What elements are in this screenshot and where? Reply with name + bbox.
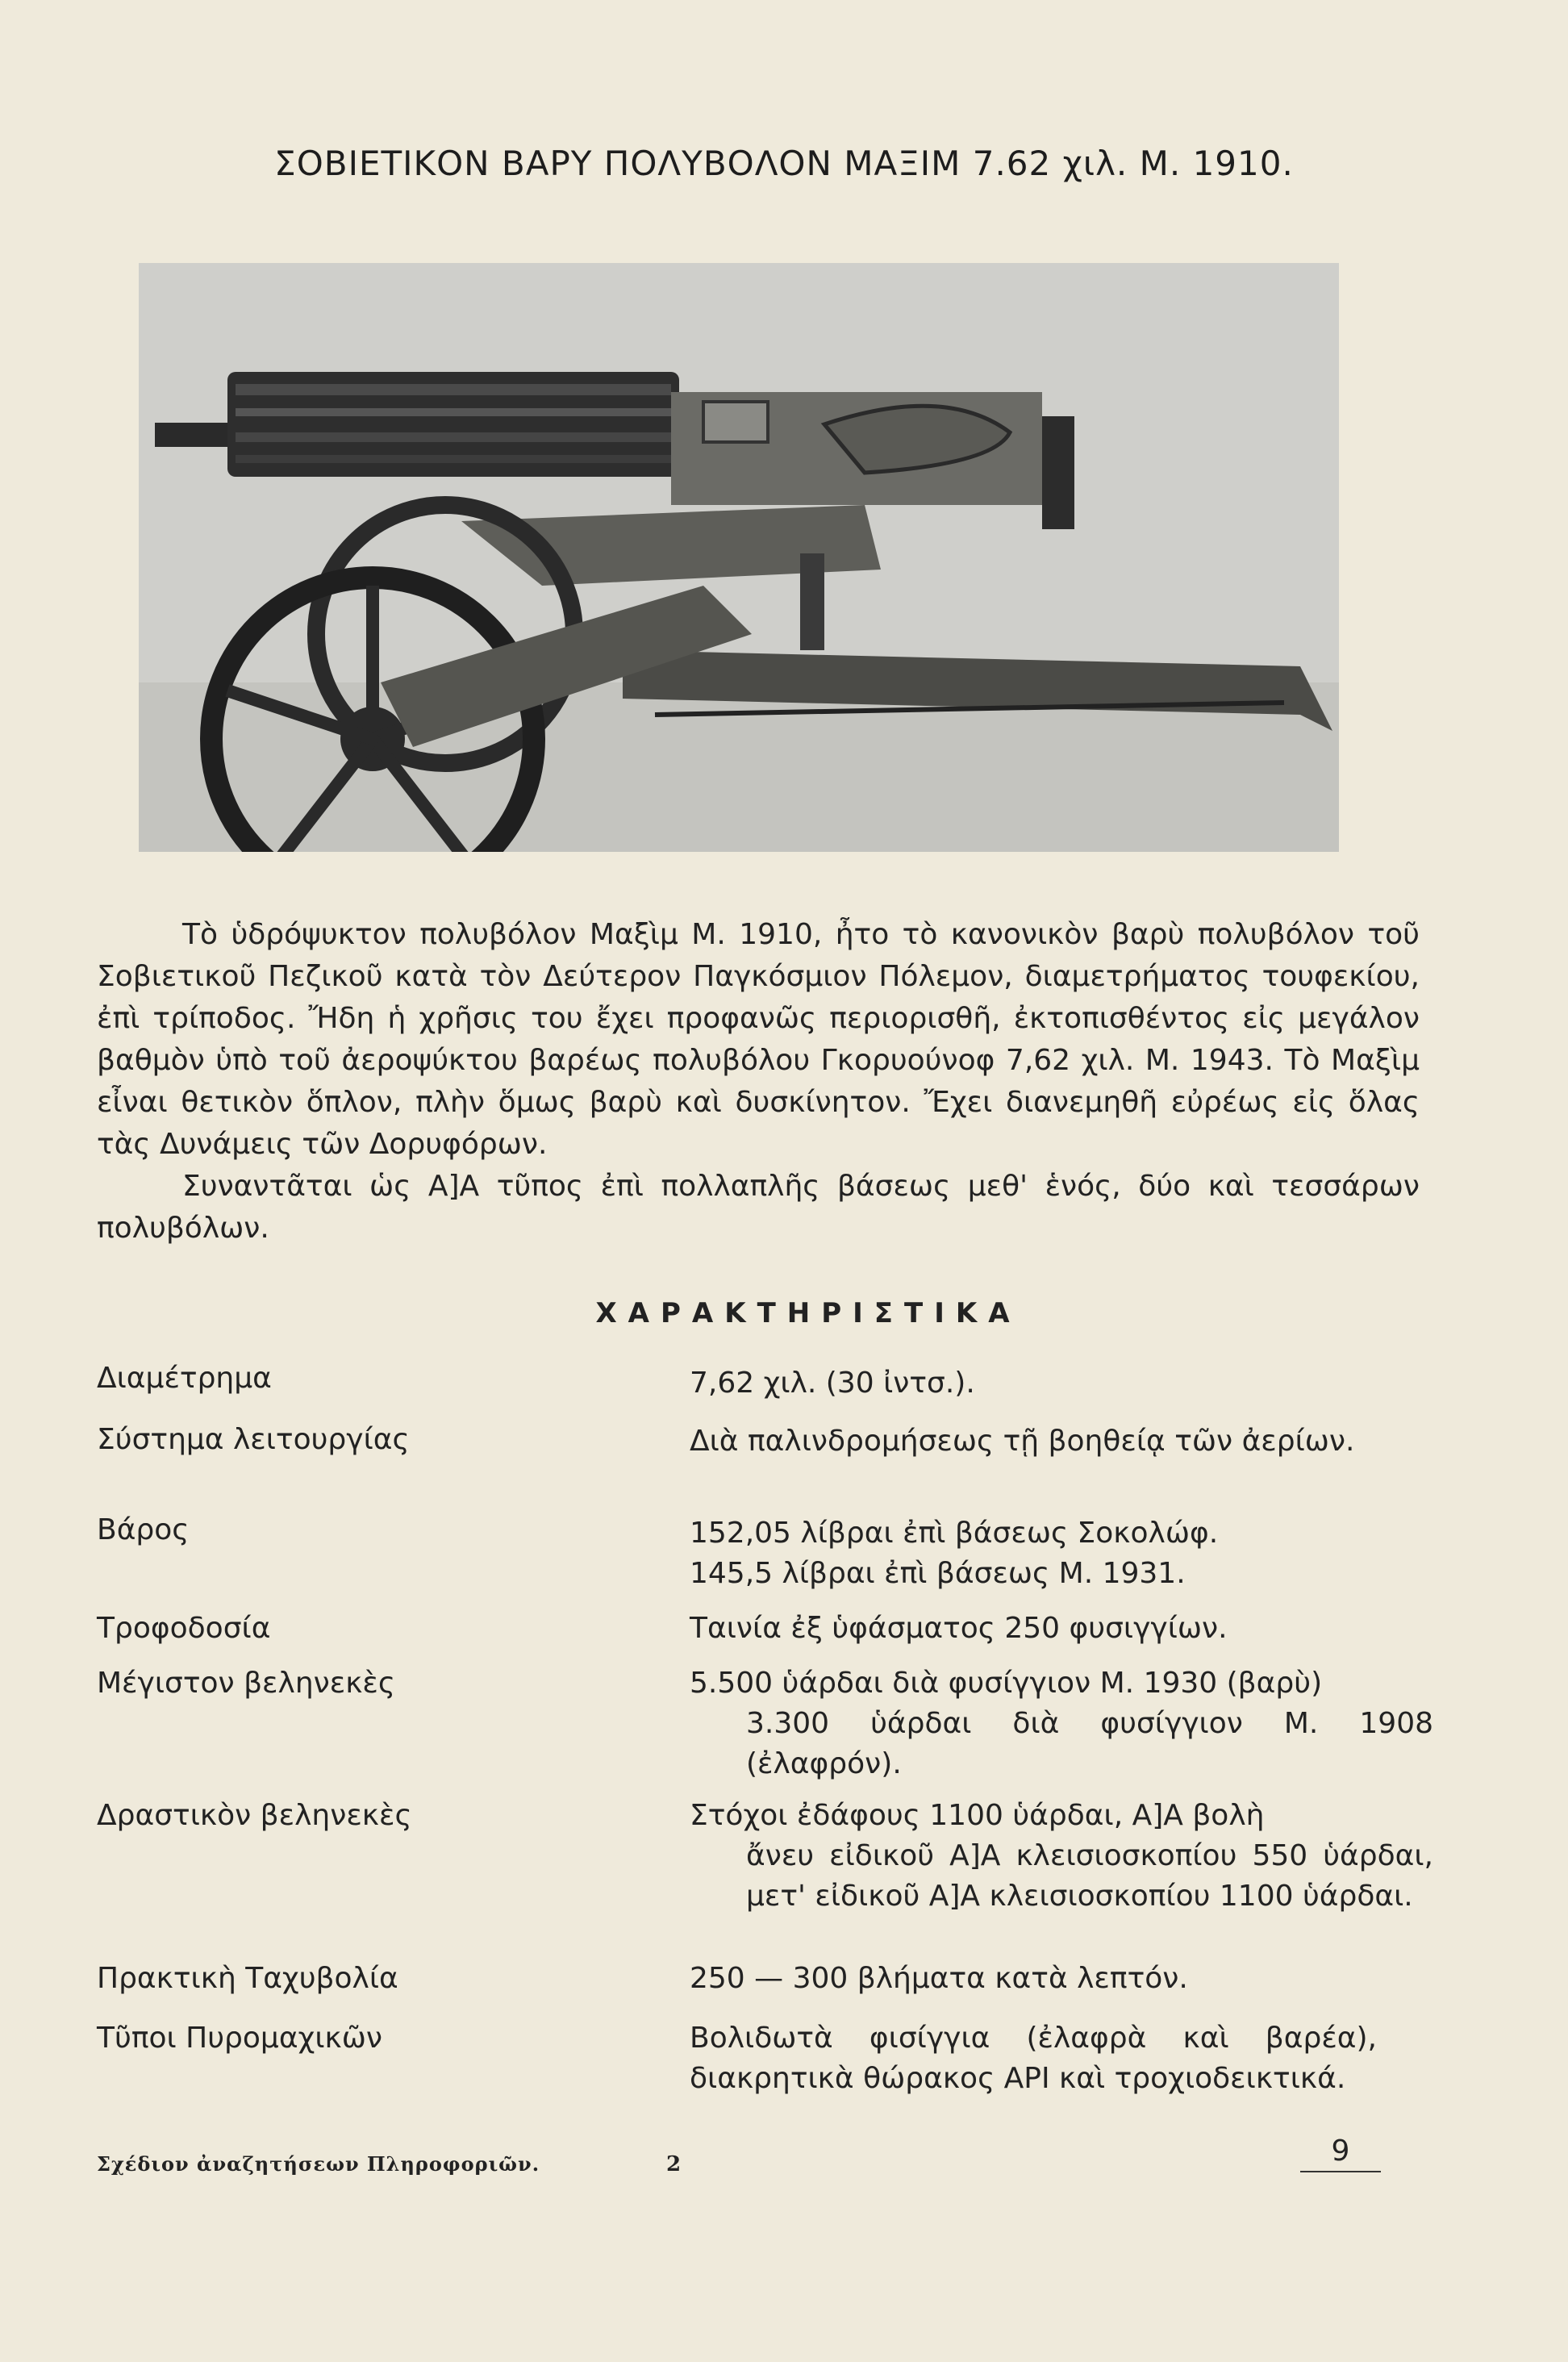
spec-value-feed: Ταινία ἐξ ὑφάσματος 250 φυσιγγίων. bbox=[690, 1612, 1228, 1645]
spec-value-operation: Διὰ παλινδρομήσεως τῇ βοηθείᾳ τῶν ἀερίων. bbox=[690, 1425, 1355, 1458]
intro-text bbox=[97, 914, 1420, 1250]
spec-value-effective-range-2: ἄνευ εἰδικοῦ Α]Α κλεισιοσκοπίου 550 ὑάρδαι, μετ' εἰδικοῦ Α]Α κλεισιοσκοπίου 1100 ὑάρδαι. bbox=[746, 1839, 1433, 1913]
spec-value-caliber: 7,62 χιλ. (30 ἰντσ.). bbox=[690, 1367, 975, 1400]
spec-value-weight-1: 152,05 λίβραι ἐπὶ βάσεως Σοκολώφ. bbox=[690, 1517, 1219, 1550]
intro-paragraph-2: Συναντᾶται ὡς Α]Α τῦπος ἐπὶ πολλαπλῆς βάσεως μεθ' ἑνός, δύο καὶ τεσσάρων πολυβόλων. bbox=[97, 1170, 1420, 1245]
spec-label-feed: Τροφοδοσία bbox=[97, 1612, 271, 1645]
spec-value-weight-2: 145,5 λίβραι ἐπὶ βάσεως Μ. 1931. bbox=[690, 1557, 1186, 1590]
spec-label-effective-range: Δραστικὸν βεληνεκὲς bbox=[97, 1799, 412, 1832]
spec-label-rate-of-fire: Πρακτικὴ Ταχυβολία bbox=[97, 1962, 398, 1995]
footer-number: 2 bbox=[666, 2152, 682, 2176]
spec-value-rate-of-fire: 250 — 300 βλήματα κατὰ λεπτόν. bbox=[690, 1962, 1188, 1995]
spec-value-effective-range-1: Στόχοι ἐδάφους 1100 ὑάρδαι, Α]Α βολὴ bbox=[690, 1799, 1265, 1832]
machine-gun-photo bbox=[139, 263, 1339, 852]
spec-label-weight: Βάρος bbox=[97, 1513, 190, 1546]
spec-value-ammo: Βολιδωτὰ φισίγγια (ἐλαφρὰ καὶ βαρέα), διακρητικὰ θώρακος ΑΡΙ καὶ τροχιοδεικτικά. bbox=[690, 2022, 1377, 2095]
spec-label-ammo: Τῦποι Πυρομαχικῶν bbox=[97, 2022, 383, 2055]
page-title: ΣΟΒΙΕΤΙΚΟΝ ΒΑΡΥ ΠΟΛΥΒΟΛΟΝ ΜΑΞΙΜ 7.62 χιλ. Μ. 1910. bbox=[274, 144, 1294, 183]
footer-text: Σχέδιον ἀναζητήσεων Πληροφοριῶν. bbox=[97, 2152, 540, 2176]
spec-value-max-range-2: 3.300 ὑάρδαι διὰ φυσίγγιον Μ. 1908 (ἐλαφρόν). bbox=[746, 1707, 1433, 1780]
spec-label-operation: Σύστημα λειτουργίας bbox=[97, 1423, 410, 1456]
spec-value-max-range-1: 5.500 ὑάρδαι διὰ φυσίγγιον Μ. 1930 (βαρὺ) bbox=[690, 1667, 1323, 1700]
spec-label-max-range: Μέγιστον βεληνεκὲς bbox=[97, 1667, 396, 1700]
specs-heading: ΧΑΡΑΚΤΗΡΙΣΤΙΚΑ bbox=[595, 1297, 1021, 1329]
intro-paragraph-1: Τὸ ὑδρόψυκτον πολυβόλον Μαξὶμ Μ. 1910, ἦτο τὸ κανονικὸν βαρὺ πολυβόλον τοῦ Σοβιετικοῦ Πεζικοῦ κατὰ τὸν Δεύτερον Παγκόσμιον Πόλεμον, διαμετρήματος τουφεκίου, ἐπὶ τρίποδος. Ἤδη ἡ χρῆσις του ἔχει προφανῶς περιορισθῆ, ἐκτοπισθέντος εἰς μεγάλον βαθμὸν ὑπὸ τοῦ ἀεροψύκτου βαρέως πολυβόλου Γκορυούνοφ 7,62 χιλ. Μ. 1943. Τὸ Μαξὶμ εἶναι θετικὸν ὅπλον, πλὴν ὅμως βαρὺ καὶ δυσκίνητον. Ἔχει διανεμηθῆ εὐρέως εἰς ὅλας τὰς Δυνάμεις τῶν Δορυφόρων. bbox=[97, 918, 1420, 1161]
spec-label-caliber: Διαμέτρημα bbox=[97, 1362, 272, 1395]
page-number: 9 bbox=[1300, 2135, 1381, 2172]
